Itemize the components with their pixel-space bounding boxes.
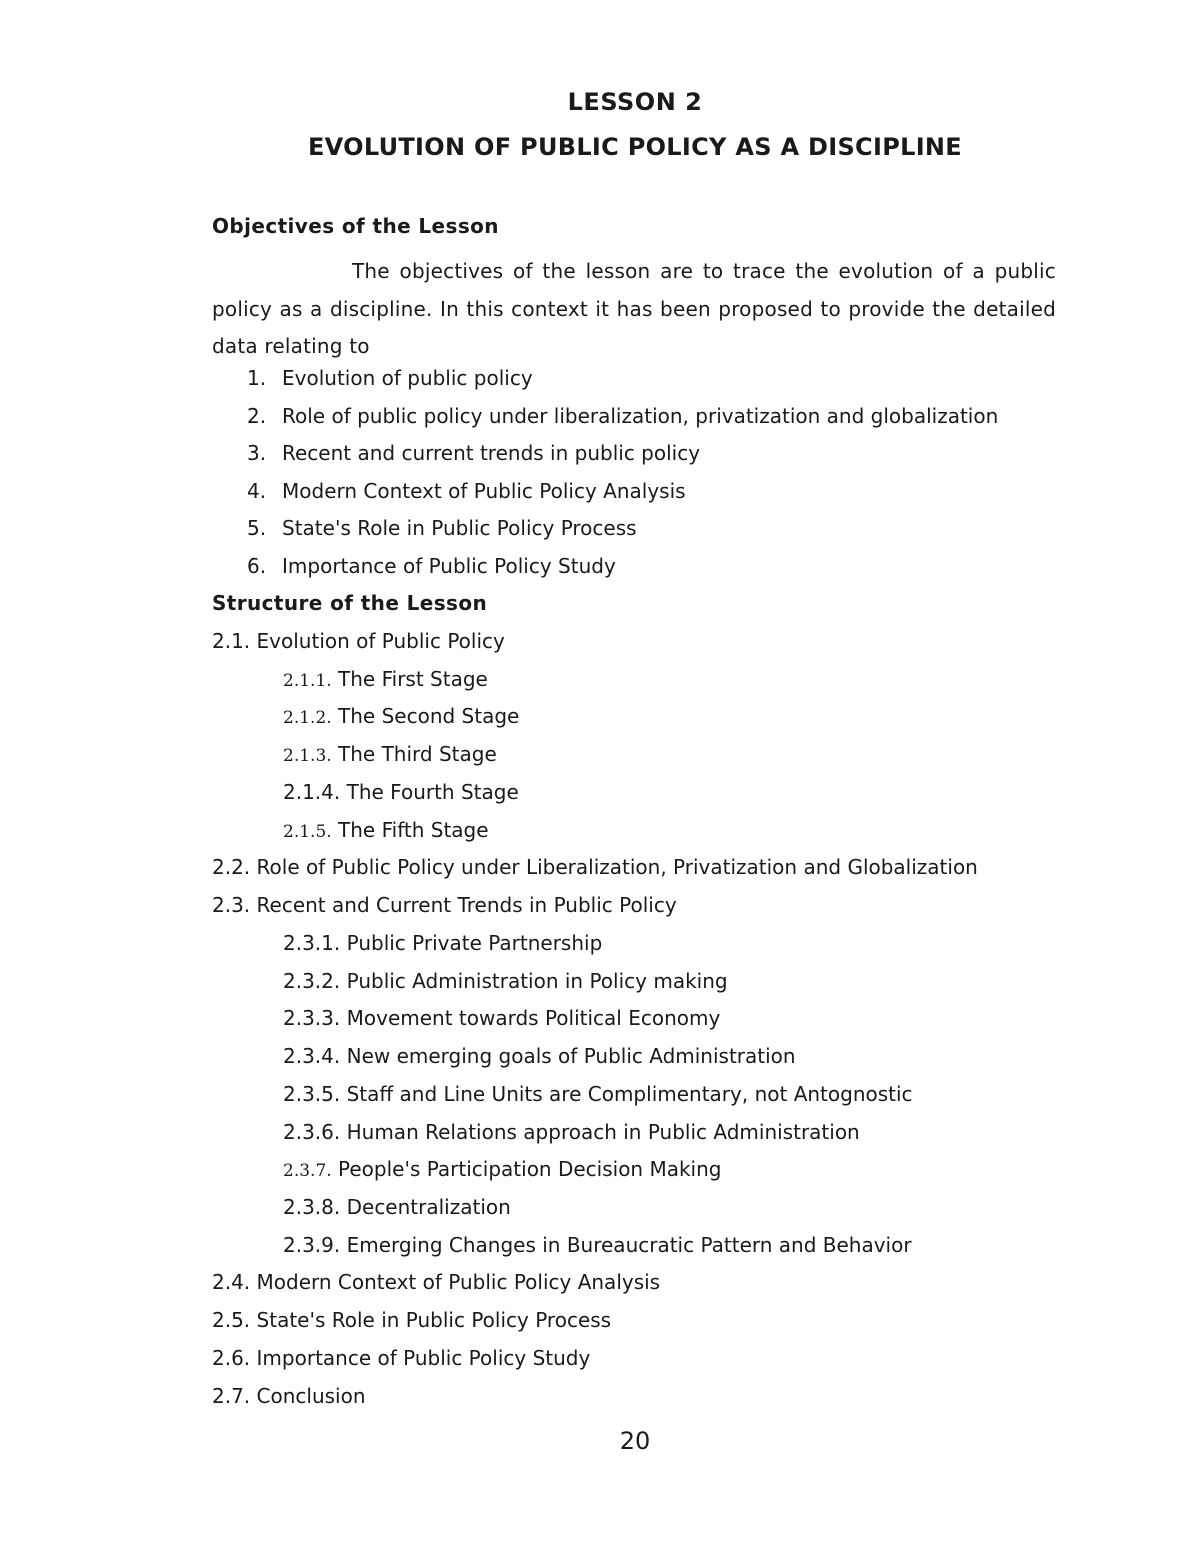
- structure-number: 2.3.: [212, 893, 251, 918]
- structure-item: [212, 623, 978, 661]
- structure-number: 2.1.4.: [283, 779, 341, 804]
- structure-number: 2.3.4.: [283, 1044, 341, 1069]
- lesson-title: EVOLUTION OF PUBLIC POLICY AS A DISCIPLINE: [307, 133, 962, 161]
- structure-text: The Fourth Stage: [346, 779, 519, 804]
- structure-number: 2.6.: [212, 1345, 251, 1370]
- objective-text: Modern Context of Public Policy Analysis: [282, 478, 686, 503]
- structure-subitem: [212, 661, 978, 699]
- structure-text: Importance of Public Policy Study: [256, 1345, 591, 1370]
- objectives-paragraph: The objectives of the lesson are to trace the evolution of a public policy as a discipline. In this context it has been proposed to provide the detailed data relating to: [212, 259, 1056, 358]
- structure-text: Human Relations approach in Public Administration: [346, 1119, 860, 1144]
- structure-number: 2.1.3.: [283, 746, 332, 767]
- structure-subitem: [212, 1038, 978, 1076]
- structure-text: Evolution of Public Policy: [256, 629, 505, 653]
- structure-subitem: [212, 1114, 978, 1152]
- structure-text: The First Stage: [338, 666, 488, 691]
- structure-subitem: [212, 812, 978, 850]
- page-number: 20: [619, 1427, 651, 1455]
- structure-text: The Third Stage: [338, 742, 497, 767]
- structure-number: 2.3.3.: [283, 1006, 341, 1031]
- objective-number: 5.: [247, 516, 267, 541]
- structure-item: [212, 1302, 978, 1340]
- structure-subitem: [212, 1151, 978, 1189]
- structure-number: 2.5.: [212, 1308, 251, 1333]
- structure-subitem: [212, 1189, 978, 1227]
- structure-number: 2.4.: [212, 1270, 251, 1295]
- objective-number: 1.: [247, 366, 267, 390]
- structure-number: 2.3.1.: [283, 930, 341, 955]
- structure-text: Movement towards Political Economy: [346, 1006, 721, 1031]
- structure-text: Modern Context of Public Policy Analysis: [256, 1270, 661, 1295]
- objectives-heading: Objectives of the Lesson: [212, 214, 499, 238]
- structure-number: 2.3.6.: [283, 1119, 341, 1144]
- structure-subitem: [212, 774, 978, 812]
- structure-subitem: [212, 925, 978, 963]
- structure-text: Recent and Current Trends in Public Policy: [256, 893, 677, 918]
- structure-text: Staff and Line Units are Complimentary, not Antognostic: [346, 1081, 913, 1106]
- structure-heading: Structure of the Lesson: [212, 591, 488, 615]
- objective-number: 4.: [247, 478, 267, 503]
- objective-text: Recent and current trends in public policy: [282, 441, 701, 466]
- structure-item: [212, 887, 978, 925]
- structure-number: 2.1.1.: [283, 670, 332, 691]
- structure-text: State's Role in Public Policy Process: [256, 1308, 612, 1333]
- structure-number: 2.3.5.: [283, 1081, 341, 1106]
- structure-subitem: [212, 698, 978, 736]
- structure-text: Decentralization: [346, 1195, 511, 1220]
- objective-text: State's Role in Public Policy Process: [282, 516, 637, 541]
- structure-number: 2.1.: [212, 629, 251, 653]
- structure-number: 2.3.9.: [283, 1232, 341, 1257]
- objective-text: Importance of Public Policy Study: [282, 553, 616, 578]
- structure-number: 2.3.8.: [283, 1195, 341, 1220]
- objective-number: 3.: [247, 441, 267, 466]
- structure-item: [212, 1378, 978, 1416]
- structure-text: New emerging goals of Public Administration: [346, 1044, 796, 1069]
- structure-subitem: [212, 736, 978, 774]
- structure-subitem: [212, 1076, 978, 1114]
- structure-text: People's Participation Decision Making: [338, 1157, 722, 1182]
- structure-subitem: [212, 1000, 978, 1038]
- structure-number: 2.3.7.: [283, 1161, 332, 1182]
- lesson-label: LESSON 2: [567, 88, 703, 116]
- structure-number: 2.7.: [212, 1383, 251, 1408]
- structure-subitem: [212, 963, 978, 1001]
- structure-text: Public Private Partnership: [346, 930, 603, 955]
- structure-item: [212, 849, 978, 887]
- structure-subitem: [212, 1227, 978, 1265]
- structure-number: 2.1.2.: [283, 708, 332, 729]
- structure-item: [212, 1264, 978, 1302]
- structure-text: The Second Stage: [338, 704, 520, 729]
- structure-number: 2.1.5.: [283, 821, 332, 842]
- structure-list: [212, 623, 978, 1415]
- objective-number: 6.: [247, 553, 267, 578]
- structure-number: 2.2.: [212, 855, 251, 880]
- objective-number: 2.: [247, 403, 267, 428]
- structure-text: Conclusion: [256, 1383, 366, 1408]
- structure-item: [212, 1340, 978, 1378]
- structure-number: 2.3.2.: [283, 968, 341, 993]
- objective-text: Role of public policy under liberalization, privatization and globalization: [282, 403, 999, 428]
- objective-text: Evolution of public policy: [282, 366, 533, 390]
- structure-text: The Fifth Stage: [338, 817, 489, 842]
- structure-text: Public Administration in Policy making: [346, 968, 728, 993]
- structure-text: Emerging Changes in Bureaucratic Pattern and Behavior: [346, 1232, 912, 1257]
- structure-text: Role of Public Policy under Liberalization, Privatization and Globalization: [256, 855, 978, 880]
